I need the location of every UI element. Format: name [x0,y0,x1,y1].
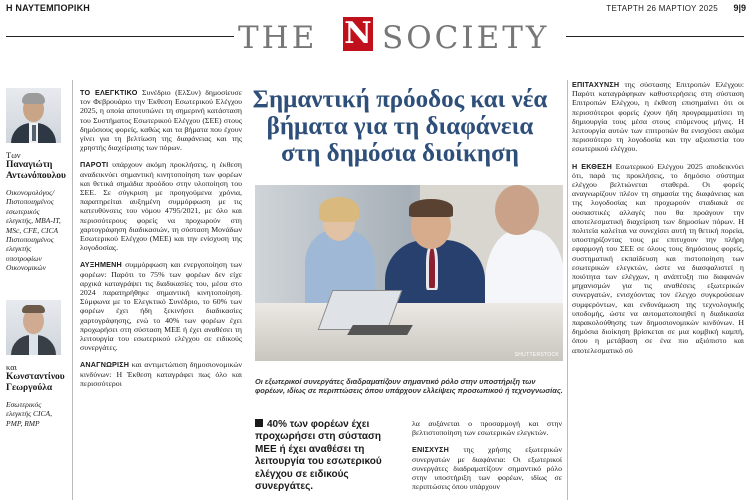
paragraph: ΕΠΙΤΑΧΥΝΣΗ της σύστασης Επιτροπών Ελέγχου: Παρότι καταγράφηκαν καθυστερήσεις στη σύσταση Επιτροπών Ελέγχου, η έκθεση επισημαίνει ότι οι περισσότεροι φορείς έχουν ήδη προγραμματίσει τη δημιουργία τους μέσα στους επόμενους μήνες. Η λειτουργία αυτών των επιτροπών θα ενισχύσει ακόμα περισσότερο τη λογοδοσία και την αξιοπιστία του εσωτερικού ελέγχου. [572,80,744,154]
paragraph: λα αυξάνεται ο προσαρμογή και στην βελτιστοποίηση των εσωτερικών ελεγκτών. [412,419,562,438]
publication-date: ΤΕΤΑΡΤΗ 26 ΜΑΡΤΙΟΥ 2025 [606,4,718,13]
article-photo [255,185,563,361]
author-role: Οικονομολόγος/ Πιστοποιημένος εσωτερικός ελεγκτής, MBA-IT, MSc, CFE, CICA Πιστοποιημένος ελεγκτής υποτροφίων Οικονομικών [6,188,61,273]
masthead-rule-right [566,36,744,37]
masthead-society: SOCIETY [382,20,550,56]
paragraph: ΕΝΙΣΧΥΣΗ της χρήσης εξωτερικών συνεργατών με διαφάνεια: Οι εξωτερικοί συνεργάτες διαδραματίζουν σημαντικό ρόλο στην υποστήριξη των φορέων, ιδίως σε περιπτώσεις όπου υπάρχουν [412,445,562,492]
author-block [6,88,68,273]
author-photo [6,88,61,143]
author-by: και [6,362,17,372]
column-divider [567,80,568,500]
column-divider [72,80,73,500]
article-column-3 [412,419,562,499]
article-column-1 [80,88,242,396]
pull-quote-marker [255,419,263,427]
author-block [6,300,68,428]
masthead-n-logo: N [344,16,372,51]
paragraph: ΤΟ ΕΛΕΓΚΤΙΚΟ Συνέδριο (ΕλΣυν) δημοσίευσε τον Φεβρουάριο την Έκθεση Εσωτερικού Ελέγχου 2025, η οποία αποτυπώνει τη σημερινή κατάσταση του Συστήματος Εσωτερικού Ελέγχου (ΣΕΕ) στους δημόσιους φορείς, καθώς και τα βήματα που έχουν γίνει για τη βελτίωση της διαφάνειας και της χρηστής διαχείρισης των πόρων. [80,88,242,153]
photo-caption: Οι εξωτερικοί συνεργάτες διαδραματίζουν σημαντικό ρόλο στην υποστήριξη των φορέων, ιδίως σε περιπτώσεις όπου υπάρχουν ελλείψεις προσωπικού ή τεχνογνωσίας. [255,377,563,395]
author-name: Κωνσταντίνου Γεωργούλα [6,372,65,393]
publication-strip [0,0,750,16]
author-photo [6,300,61,355]
pull-quote: 40% των φορέων έχει προχωρήσει στη σύσταση ΜΕΕ ή έχει αναθέσει τη λειτουργία του εσωτερικού ελέγχου σε ειδικούς συνεργάτες. [255,419,382,493]
paragraph: ΑΥΞΗΜΕΝΗ συμμόρφωση και ενεργοποίηση των φορέων: Παρότι το 75% των φορέων δεν είχε αρχικά καταγράψει τις διαδικασίες του, μέσα στο 2024 παρατηρήθηκε σημαντική κινητοποίηση. Σύμφωνα με το Ελεγκτικό Συνέδριο, το 60% των φορέων έχει ήδη ξεκινήσει διαδικασίες χαρτογράφησης, ενώ το 40% των φορέων έχει προχωρήσει στη σύσταση ΜΕΕ ή έχει αναθέσει τη λειτουργία του εσωτερικού ελέγχου σε ειδικούς συνεργάτες. [80,260,243,353]
paragraph: Η ΕΚΘΕΣΗ Εσωτερικού Ελέγχου 2025 αποδεικνύει ότι, παρά τις προκλήσεις, το δημόσιο σύστημα ελέγχου βελτιώνεται σταθερά. Οι φορείς αναγνωρίζουν πλέον τη σημασία της διαφάνειας και της λογοδοσίας και προχωρούν σταδιακά σε ουσιαστικές αλλαγές που θα προάγουν την αποτελεσματική διαχείριση των δημοσίων πόρων. Η πολιτεία καλείται να συνεχίσει αυτή τη θετική πορεία, υποστηρίζοντας τους με επιτυχουν την πλήρη εφαρμογή του ΣΕΕ σε όλους τους δημόσιους φορείς, συστηματική εκπαίδευση και πιστοποίηση των εσωτερικών ελεγκτών, ώστε να διασφαλιστεί η ποιότητα των ελέγχων, η ανάπτυξη πιο διαφανών μηχανισμών για τις αναθέσεις εξωτερικών συνεργατών, ενισχύοντας τον έλεγχο συγκρούσεων συμφερόντων, και ενδυνάμωση της τεχνολογικής υποδομής, ώστε να αυτοματοποιηθεί η διαδικασία παρακολούθησης των δημοσιονομικών κινδύνων. Η δημόσια διοίκηση βρίσκεται σε μια κομβική καμπή, όπου η μετάβαση σε ένα πιο αξιόπιστο και αποτελεσματικό σύ [572,161,744,355]
masthead-the: THE [238,20,318,56]
publication-name: Η ΝΑΥΤΕΜΠΟΡΙΚΗ [6,3,90,13]
paragraph: ΠΑΡΟΤΙ υπάρχουν ακόμη προκλήσεις, η έκθεση αναδεικνύει σημαντική κινητοποίηση των φορέων και θετικά σημάδια προόδου στην υλοποίηση του ΣΕΕ. Σε σύγκριση με προηγούμενα χρόνια, παρατηρείται αυξημένη συμμόρφωση με τις κατευθύνσεις του νόμου 4795/2021, με όλο και περισσότερους φορείς να προχωρούν στη χαρτογράφηση διαδικασιών, τη σύσταση Μονάδων Εσωτερικού Ελέγχου (ΜΕΕ) και την ενίσχυση της λογοδοσίας. [80,160,242,253]
author-role: Εσωτερικός ελεγκτής CICA, PMP, RMP [6,400,52,428]
masthead-rule-left [6,36,234,37]
article-headline: Σημαντική πρόοδος και νέα βήματα για τη διαφάνεια στη δημόσια διοίκηση [252,86,548,167]
section-masthead [0,16,750,58]
paragraph: ΑΝΑΓΝΩΡΙΣΗ και αντιμετώπιση δημοσιονομικών κινδύνων: Η Έκθεση καταγράφει πως όλο και περισσότεροι [80,360,242,388]
article-column-4 [572,80,744,363]
author-by: Των [6,150,21,160]
page-number: 9|9 [733,3,746,13]
photo-credit: SHUTTERSTOCK [514,352,559,358]
author-name: Παναγιώτη Αντωνόπουλου [6,160,66,181]
